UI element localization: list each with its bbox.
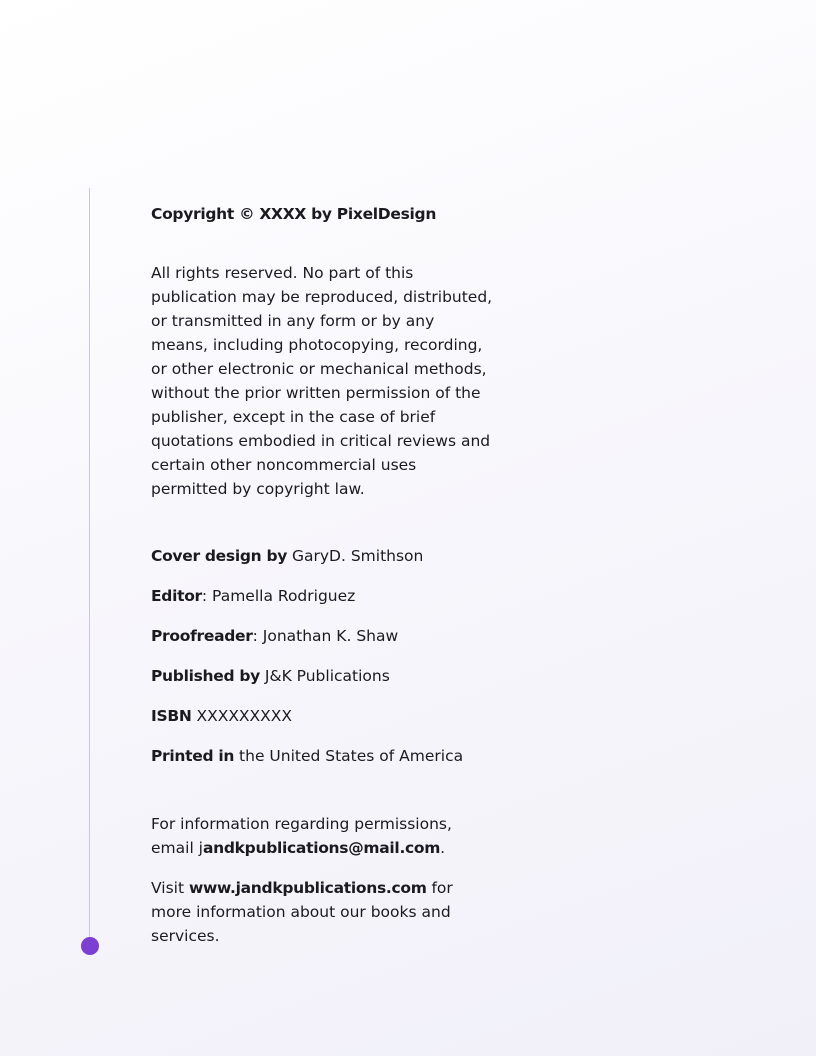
- credit-value: XXXXXXXXX: [191, 707, 293, 725]
- visit-text: Visit: [151, 879, 189, 897]
- credit-isbn: [151, 704, 496, 728]
- credit-proofreader: [151, 624, 496, 648]
- timeline-dot-icon: [81, 937, 99, 955]
- credit-printed-in: [151, 744, 496, 768]
- copyright-title: Copyright © XXXX by PixelDesign: [151, 205, 437, 223]
- credit-publisher: [151, 664, 496, 688]
- permissions-info: [151, 812, 496, 860]
- credit-value: J&K Publications: [259, 667, 390, 685]
- website-url: www.jandkpublications.com: [188, 879, 427, 897]
- permissions-suffix: .: [440, 839, 446, 857]
- credit-cover-design: [151, 544, 496, 568]
- credit-label: Editor: [151, 587, 202, 605]
- permissions-email: andkpublications@mail.com: [202, 839, 441, 857]
- visit-suffix: for more information about our books and services.: [151, 879, 453, 945]
- credit-value: the United States of America: [234, 747, 464, 765]
- credit-value: : Pamella Rodriguez: [201, 587, 356, 605]
- credit-editor: [151, 584, 496, 608]
- copyright-content: [151, 202, 496, 964]
- rights-statement: All rights reserved. No part of this publication may be reproduced, distributed, or transmitted in any form or by any means, including photocopying, recording, or other electronic or mechanical methods, without the prior written permission of the publisher, except in the case of brief quotations embodied in critical reviews and certain other noncommercial uses permitted by copyright law.: [151, 264, 493, 498]
- credit-label: Cover design by: [151, 547, 288, 565]
- credit-value: : Jonathan K. Shaw: [252, 627, 399, 645]
- credit-value: GaryD. Smithson: [287, 547, 424, 565]
- credit-label: Published by: [151, 667, 260, 685]
- credit-label: ISBN: [151, 707, 192, 725]
- permissions-text: For information regarding permissions, email j: [151, 815, 452, 857]
- visit-info: [151, 876, 496, 948]
- credit-label: Proofreader: [151, 627, 253, 645]
- credit-label: Printed in: [151, 747, 235, 765]
- timeline-line: [89, 188, 90, 940]
